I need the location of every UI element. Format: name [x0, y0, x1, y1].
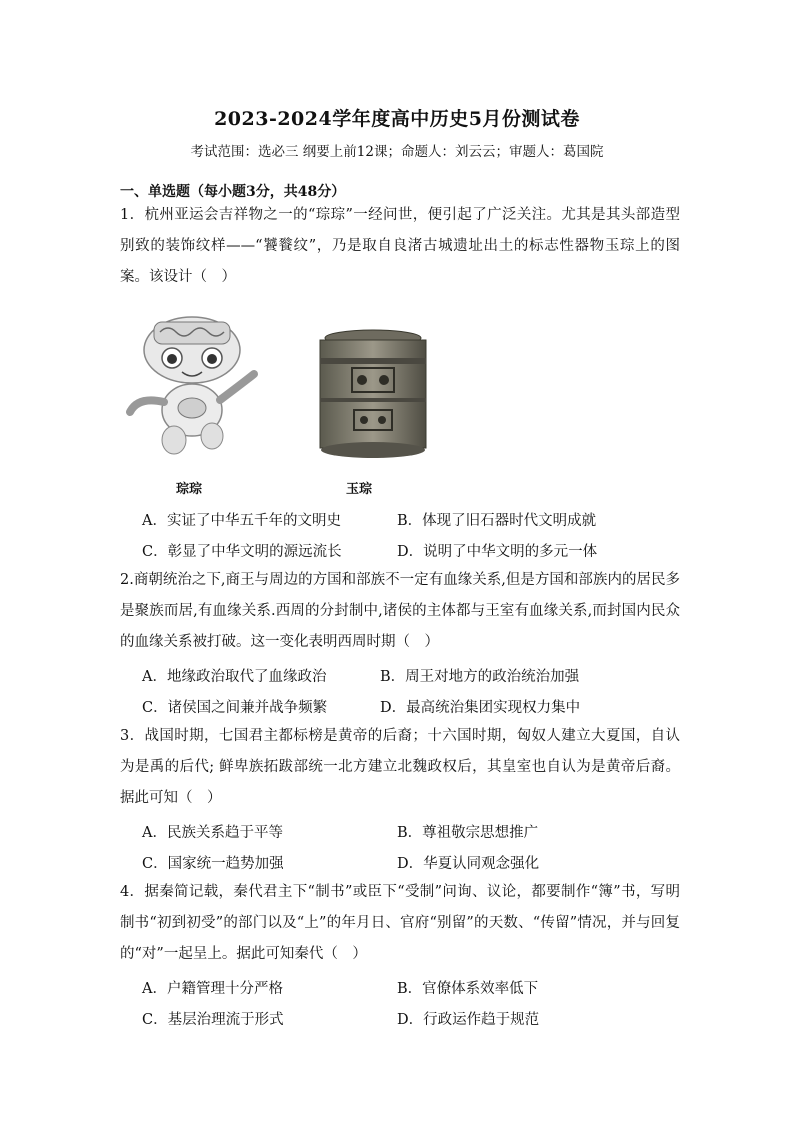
- q3-option-b[interactable]: B．尊祖敬宗思想推广: [397, 825, 539, 841]
- q4-option-d[interactable]: D．行政运作趋于规范: [397, 1012, 540, 1028]
- q2-option-b[interactable]: B．周王对地方的政治统治加强: [380, 669, 580, 685]
- question-2-stem: 2.商朝统治之下,商王与周边的方国和部族不一定有血缘关系,但是方国和部族内的居民多是聚族而居,有血缘关系.西周的分封制中,诸侯的主体都与王室有血缘关系,而封国内民众的血缘关系被打破。这一变化表明西周时期（ ）: [120, 572, 680, 650]
- q1-option-b[interactable]: B．体现了旧石器时代文明成就: [397, 513, 597, 529]
- q4-option-a[interactable]: A．户籍管理十分严格: [142, 981, 283, 997]
- mascot-image: [120, 310, 265, 460]
- q2-option-c[interactable]: C．诸侯国之间兼并战争频繁: [142, 700, 328, 716]
- q4-option-c[interactable]: C．基层治理流于形式: [142, 1012, 284, 1028]
- jade-cong-image: [314, 328, 432, 460]
- question-3-stem: 3．战国时期，七国君主都标榜是黄帝的后裔；十六国时期，匈奴人建立大夏国，自认为是禹的后代; 鲜卑族拓跋部统一北方建立北魏政权后，其皇室也自认为是黄帝后裔。据此可知（ ）: [120, 728, 680, 806]
- q1-option-c[interactable]: C．彰显了中华文明的源远流长: [142, 544, 342, 560]
- q2-option-d[interactable]: D．最高统治集团实现权力集中: [380, 700, 581, 716]
- jade-cong-caption: 玉琮: [346, 482, 373, 497]
- q1-option-d[interactable]: D．说明了中华文明的多元一体: [397, 544, 598, 560]
- q3-option-c[interactable]: C．国家统一趋势加强: [142, 856, 284, 872]
- question-1-stem: 1．杭州亚运会吉祥物之一的“琮琮”一经问世，便引起了广泛关注。尤其是其头部造型别致的装饰纹样——“饕餮纹”，乃是取自良渚古城遗址出土的标志性器物玉琮上的图案。该设计（ ）: [120, 207, 680, 285]
- exam-subtitle: 考试范围：选必三 纲要上前12课；命题人：刘云云；审题人：葛国院: [190, 144, 604, 160]
- mascot-caption: 琮琮: [176, 482, 203, 497]
- q3-option-d[interactable]: D．华夏认同观念强化: [397, 856, 540, 872]
- q3-option-a[interactable]: A．民族关系趋于平等: [142, 825, 283, 841]
- q2-option-a[interactable]: A．地缘政治取代了血缘政治: [142, 669, 327, 685]
- exam-title: 2023-2024学年度高中历史5月份测试卷: [214, 108, 580, 130]
- q1-option-a[interactable]: A．实证了中华五千年的文明史: [142, 513, 341, 529]
- section-heading: 一、单选题（每小题3分，共48分）: [120, 184, 346, 200]
- jade-cong-illustration: [314, 328, 432, 460]
- question-4-stem: 4．据秦简记载，秦代君主下“制书”或臣下“受制”问询、议论，都要制作“簿”书，写明制书“初到初受”的部门以及“上”的年月日、官府“别留”的天数、“传留”情况，并与回复的“对”一起呈上。据此可知秦代（ ）: [120, 884, 680, 962]
- mascot-illustration: [120, 310, 265, 460]
- q4-option-b[interactable]: B．官僚体系效率低下: [397, 981, 539, 997]
